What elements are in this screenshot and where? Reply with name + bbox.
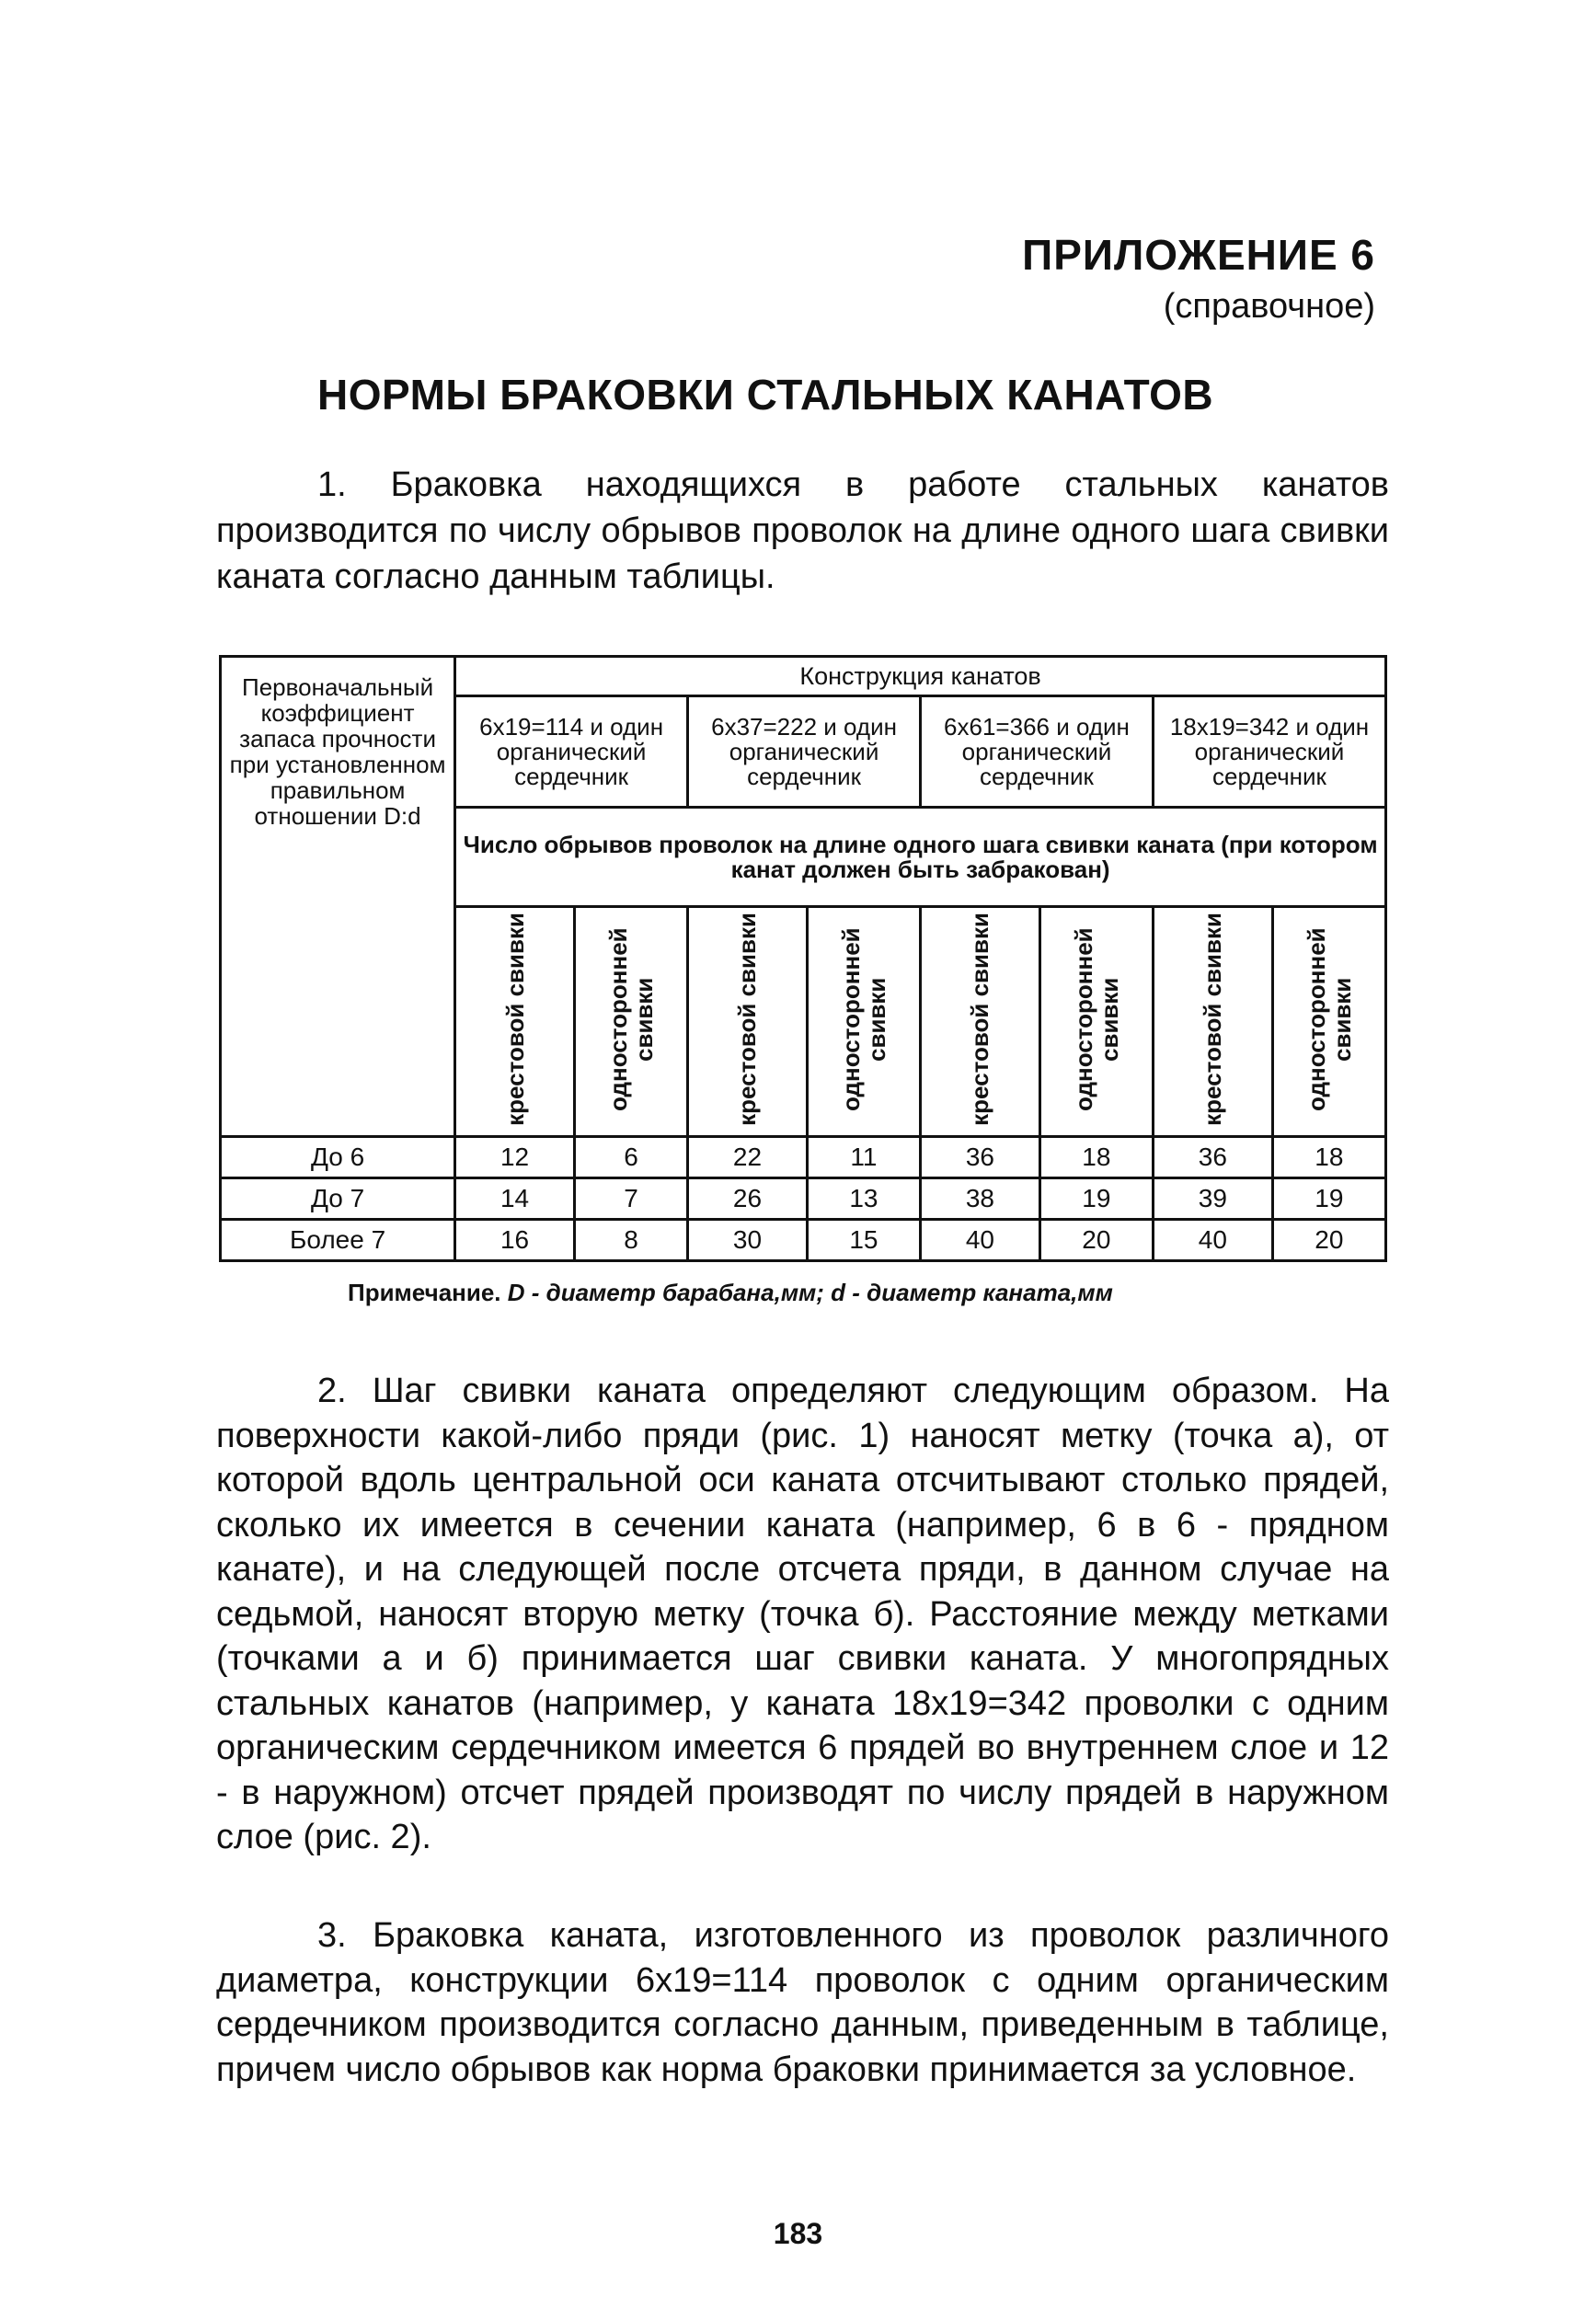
row-label: Более 7 (221, 1220, 455, 1261)
table-cell: 14 (455, 1178, 575, 1220)
table-cell: 8 (574, 1220, 687, 1261)
table-cell: 26 (688, 1178, 808, 1220)
lay-type-header: односторонней свивки (807, 907, 920, 1137)
table-cell: 40 (1153, 1220, 1272, 1261)
table-cell: 30 (688, 1220, 808, 1261)
page-number: 183 (773, 2217, 823, 2250)
table-cell: 18 (1039, 1137, 1153, 1178)
table-cell: 12 (455, 1137, 575, 1178)
rope-rejection-table (219, 655, 1387, 1262)
table-row (221, 1137, 1386, 1178)
lay-type-header: крестовой свивки (921, 907, 1040, 1137)
construction-6x19: 6х19=114 и один органический сердечник (455, 696, 688, 808)
paragraph-1-text: 1. Браковка находящихся в работе стальных канатов производится по числу обрывов проволок на длине одного шага свивки каната согласно данным таблицы. (216, 465, 1389, 596)
lay-type-header: односторонней свивки (1272, 907, 1385, 1137)
appendix-title: ПРИЛОЖЕНИЕ 6 (1022, 231, 1375, 279)
paragraph-2 (216, 1369, 1389, 1860)
construction-header: Конструкция канатов (455, 657, 1386, 696)
row-label: До 6 (221, 1137, 455, 1178)
table-cell: 19 (1039, 1178, 1153, 1220)
table-cell: 36 (921, 1137, 1040, 1178)
table-cell: 20 (1272, 1220, 1385, 1261)
lay-type-header: крестовой свивки (1153, 907, 1272, 1137)
construction-6x61: 6х61=366 и один органический сердечник (921, 696, 1154, 808)
table-row (221, 1178, 1386, 1220)
first-column-header: Первоначальный коэффициент запаса прочности при установленном правильном отношении D:d (221, 657, 455, 1137)
table-row (221, 1220, 1386, 1261)
table-cell: 39 (1153, 1178, 1272, 1220)
paragraph-3-text: 3. Браковка каната, изготовленного из проволок различного диаметра, конструкции 6х19=114 проволок с одним органическим сердечником производится согласно данным, приведенным в таблице, причем число обрывов как норма браковки принимается за условное. (216, 1916, 1389, 2089)
table-note-text: D - диаметр барабана,мм; d - диаметр каната,мм (500, 1279, 1113, 1306)
table-note-label: Примечание. (348, 1279, 501, 1306)
appendix-subtitle: (справочное) (1163, 287, 1375, 326)
table-cell: 22 (688, 1137, 808, 1178)
table-cell: 19 (1272, 1178, 1385, 1220)
lay-type-header: односторонней свивки (1039, 907, 1153, 1137)
table-cell: 16 (455, 1220, 575, 1261)
paragraph-3 (216, 1913, 1389, 2092)
table-note (348, 1279, 1113, 1307)
table-cell: 18 (1272, 1137, 1385, 1178)
lay-type-header: односторонней свивки (574, 907, 687, 1137)
construction-18x19: 18х19=342 и один органический сердечник (1153, 696, 1385, 808)
table-cell: 40 (921, 1220, 1040, 1261)
construction-6x37: 6х37=222 и один органический сердечник (688, 696, 921, 808)
paragraph-1 (216, 462, 1389, 600)
table-cell: 7 (574, 1178, 687, 1220)
table-cell: 6 (574, 1137, 687, 1178)
lay-type-header: крестовой свивки (688, 907, 808, 1137)
table-cell: 38 (921, 1178, 1040, 1220)
paragraph-2-text: 2. Шаг свивки каната определяют следующим образом. На поверхности какой-либо пряди (рис. 1) наносят метку (точка а), от которой вдоль центральной оси каната отсчитывают столько прядей, сколько их имеется в сечении каната (например, 6 в 6 - прядном канате), и на следующей после отсчета пряди, в данном случае на седьмой, наносят вторую метку (точка б). Расстояние между метками (точками а и б) принимается шаг свивки каната. У многопрядных стальных канатов (например, у каната 18х19=342 проволки с одним органическим сердечником имеется 6 прядей во внутреннем слое и 12 - в наружном) отсчет прядей производят по числу прядей в наружном слое (рис. 2). (216, 1372, 1389, 1856)
table-cell: 15 (807, 1220, 920, 1261)
table-cell: 36 (1153, 1137, 1272, 1178)
table-cell: 11 (807, 1137, 920, 1178)
breaks-header: Число обрывов проволок на длине одного шага свивки каната (при котором канат должен быть забракован) (455, 808, 1386, 907)
main-title: НОРМЫ БРАКОВКИ СТАЛЬНЫХ КАНАТОВ (317, 371, 1214, 419)
table-cell: 20 (1039, 1220, 1153, 1261)
lay-type-header: крестовой свивки (455, 907, 575, 1137)
table-cell: 13 (807, 1178, 920, 1220)
row-label: До 7 (221, 1178, 455, 1220)
